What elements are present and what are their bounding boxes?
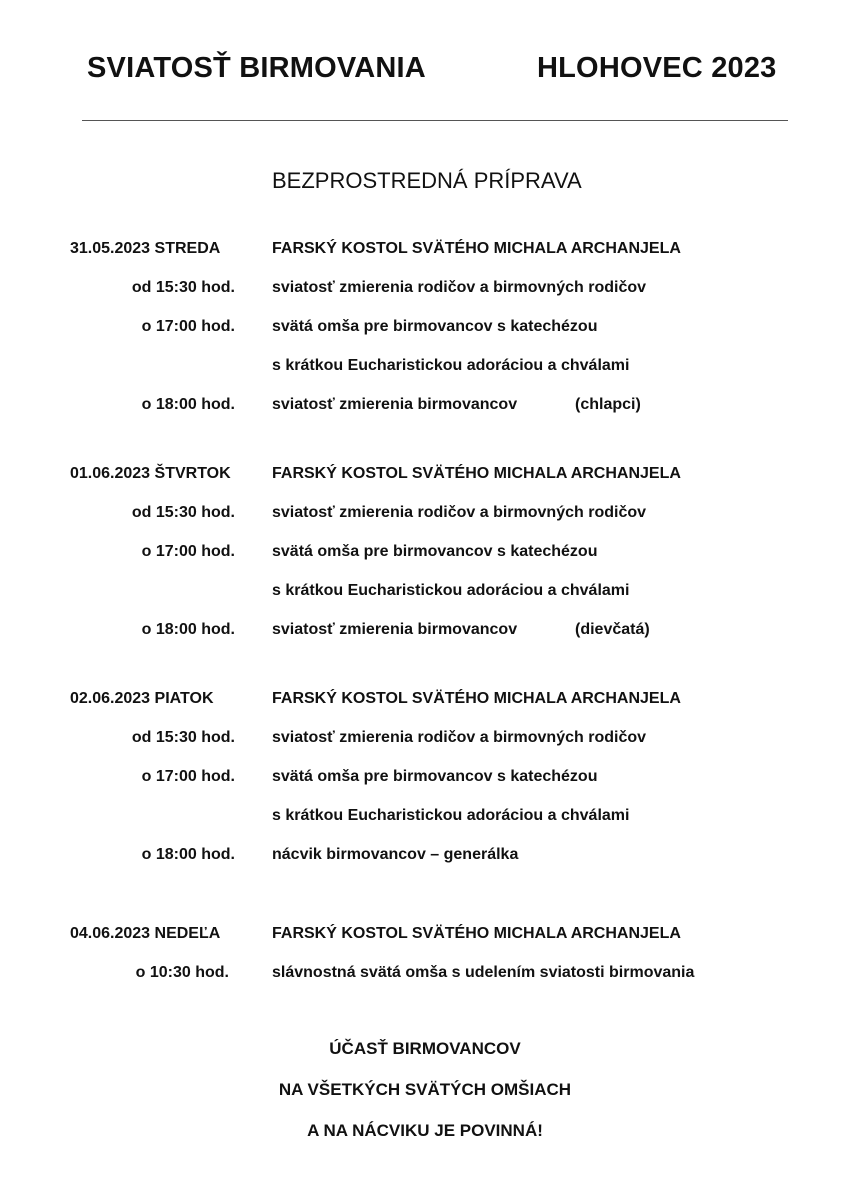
- day-place: FARSKÝ KOSTOL SVÄTÉHO MICHALA ARCHANJELA: [272, 690, 681, 707]
- schedule-item: [0, 729, 850, 768]
- item-text: svätá omša pre birmovancov s katechézou: [272, 543, 598, 560]
- item-note: (dievčatá): [575, 621, 650, 638]
- day-place: FARSKÝ KOSTOL SVÄTÉHO MICHALA ARCHANJELA: [272, 240, 681, 257]
- item-time: od 15:30 hod.: [131, 504, 235, 521]
- item-text: sviatosť zmierenia birmovancov: [272, 396, 518, 413]
- item-time: od 15:30 hod.: [131, 729, 235, 746]
- notice-line: NA VŠETKÝCH SVÄTÝCH OMŠIACH: [278, 1080, 572, 1099]
- day-place: FARSKÝ KOSTOL SVÄTÉHO MICHALA ARCHANJELA: [272, 465, 681, 482]
- item-time: od 15:30 hod.: [131, 279, 235, 296]
- attendance-notice: [0, 1037, 850, 1160]
- item-text: s krátkou Eucharistickou adoráciou a chválami: [272, 807, 630, 824]
- day-date: 31.05.2023 STREDA: [70, 240, 221, 257]
- item-text: slávnostná svätá omša s udelením sviatosti birmovania: [272, 964, 695, 981]
- schedule-item: [0, 807, 850, 846]
- item-text: sviatosť zmierenia rodičov a birmovných rodičov: [272, 729, 647, 746]
- item-text: s krátkou Eucharistickou adoráciou a chválami: [272, 582, 630, 599]
- schedule-item: [0, 357, 850, 396]
- schedule-day: [0, 465, 850, 660]
- page-title-location-year: HLOHOVEC 2023: [537, 52, 777, 84]
- section-subtitle-text: BEZPROSTREDNÁ PRÍPRAVA: [272, 168, 582, 193]
- schedule-item: [0, 279, 850, 318]
- day-header: [0, 240, 850, 279]
- item-text: sviatosť zmierenia rodičov a birmovných rodičov: [272, 279, 647, 296]
- item-text: sviatosť zmierenia birmovancov: [272, 621, 518, 638]
- day-header: [0, 690, 850, 729]
- page-title: SVIATOSŤ BIRMOVANIA: [87, 52, 426, 84]
- item-time: o 18:00 hod.: [141, 621, 235, 638]
- day-date: 04.06.2023 NEDEĽA: [70, 925, 221, 942]
- schedule-item: [0, 543, 850, 582]
- schedule-item: [0, 582, 850, 621]
- schedule-item: [0, 396, 850, 435]
- item-text: nácvik birmovancov – generálka: [272, 846, 519, 863]
- schedule-item: [0, 768, 850, 807]
- day-header: [0, 465, 850, 504]
- notice-line: ÚČASŤ BIRMOVANCOV: [329, 1039, 521, 1058]
- day-place: FARSKÝ KOSTOL SVÄTÉHO MICHALA ARCHANJELA: [272, 925, 681, 942]
- schedule-item: [0, 318, 850, 357]
- item-time: o 18:00 hod.: [141, 396, 235, 413]
- day-header: [0, 925, 850, 964]
- item-time: o 18:00 hod.: [141, 846, 235, 863]
- item-note: (chlapci): [575, 396, 641, 413]
- schedule-day: [0, 690, 850, 885]
- item-time: o 17:00 hod.: [141, 318, 235, 335]
- schedule-item: [0, 964, 850, 1003]
- schedule-item: [0, 504, 850, 543]
- item-text: svätá omša pre birmovancov s katechézou: [272, 768, 598, 785]
- item-text: svätá omša pre birmovancov s katechézou: [272, 318, 598, 335]
- schedule-item: [0, 846, 850, 885]
- day-date: 01.06.2023 ŠTVRTOK: [70, 465, 231, 482]
- notice-line: A NA NÁCVIKU JE POVINNÁ!: [307, 1121, 543, 1140]
- item-time: o 10:30 hod.: [135, 964, 229, 981]
- schedule-day: [0, 240, 850, 435]
- item-time: o 17:00 hod.: [141, 543, 235, 560]
- header-divider: [82, 120, 788, 121]
- item-text: sviatosť zmierenia rodičov a birmovných rodičov: [272, 504, 647, 521]
- day-date: 02.06.2023 PIATOK: [70, 690, 214, 707]
- schedule-item: [0, 621, 850, 660]
- item-time: o 17:00 hod.: [141, 768, 235, 785]
- item-text: s krátkou Eucharistickou adoráciou a chválami: [272, 357, 630, 374]
- schedule-day: [0, 925, 850, 1003]
